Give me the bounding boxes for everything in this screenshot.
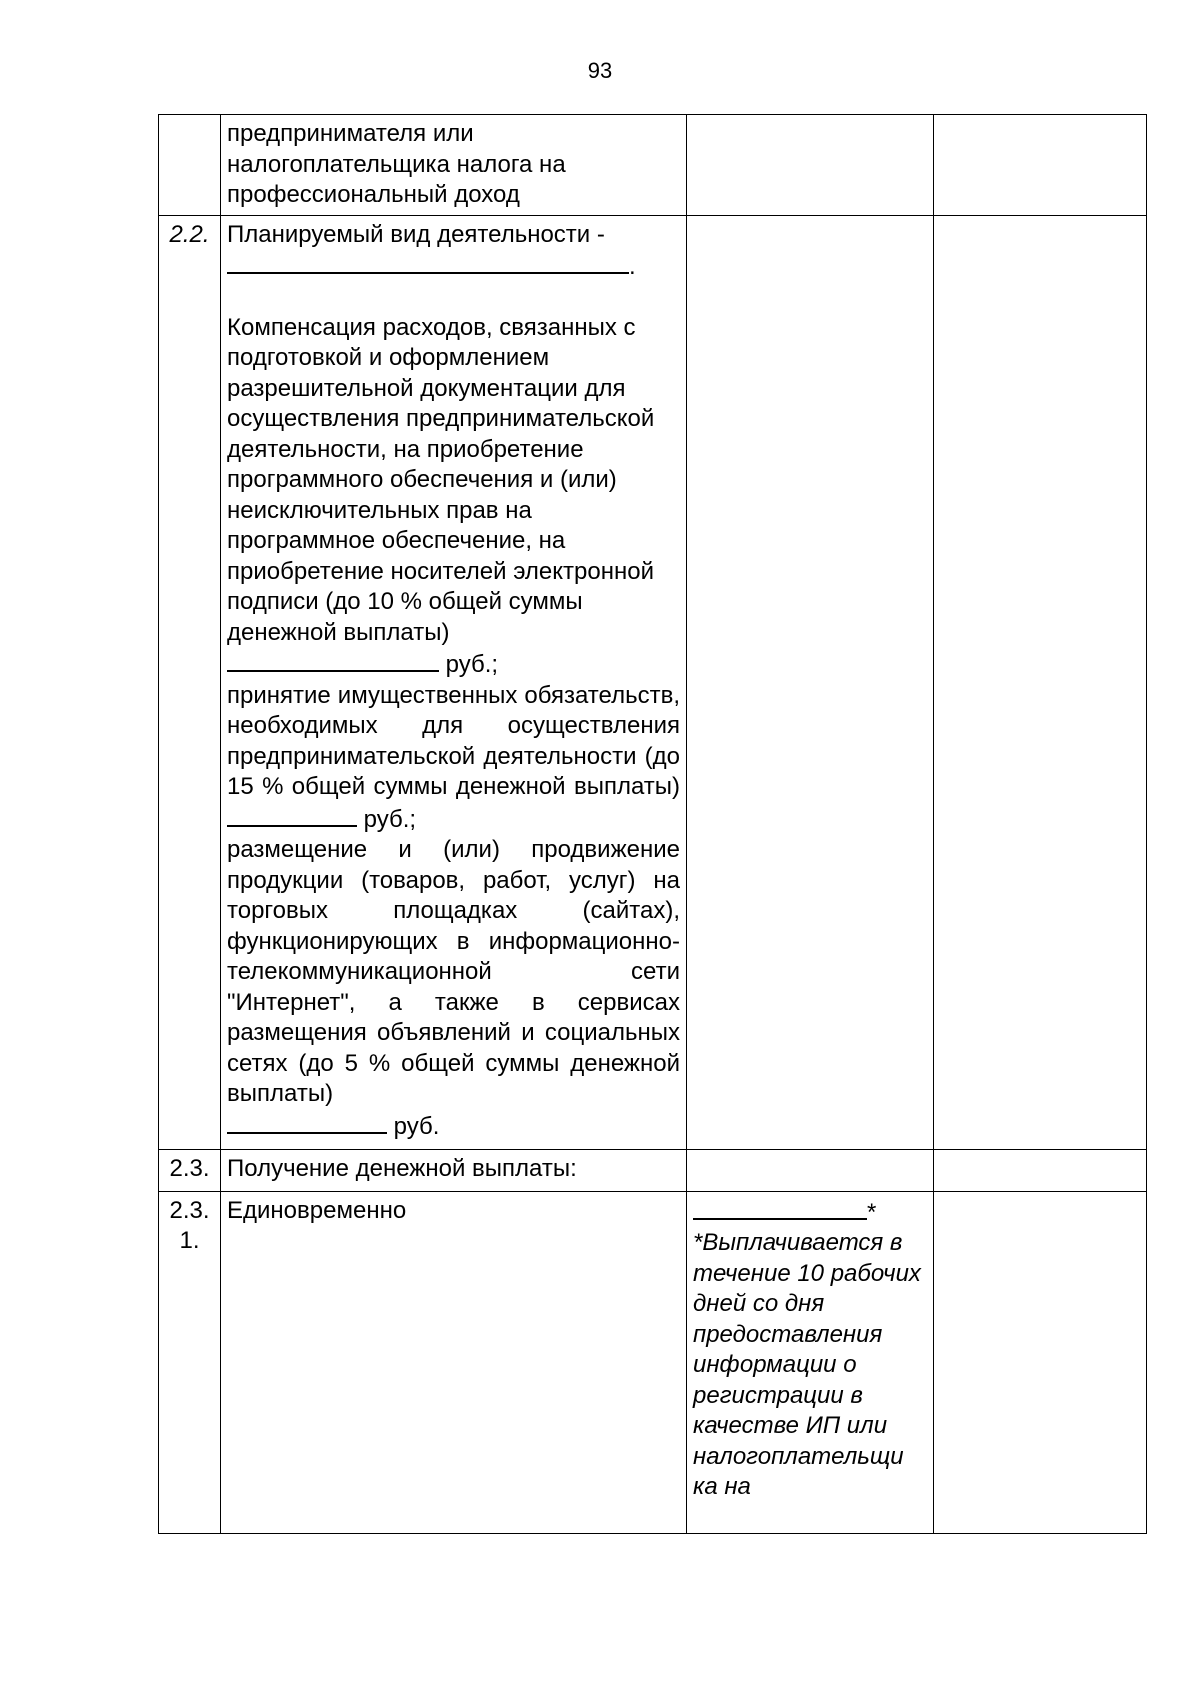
table-row <box>159 115 1147 216</box>
obligations-text <box>227 681 680 836</box>
fill-in-blank <box>227 250 629 274</box>
row-description-cell <box>221 215 687 1149</box>
fill-in-blank <box>693 1196 867 1220</box>
fill-in-blank <box>227 1110 387 1134</box>
compensation-unit: руб.; <box>445 651 499 678</box>
note-cell <box>934 115 1147 216</box>
asterisk: * <box>867 1198 877 1226</box>
promotion-text <box>227 835 680 1142</box>
table-row <box>159 1149 1147 1191</box>
row-description-cell: Единовременно <box>221 1191 687 1533</box>
note-cell <box>934 1149 1147 1191</box>
fill-in-blank <box>227 803 357 827</box>
row-description-cell <box>221 115 687 216</box>
form-table <box>158 114 1147 1534</box>
payment-note: *Выплачивается в течение 10 рабочих дней со дня предоставления информации о регистрации в качестве ИП или налогоплательщи ка на <box>693 1229 921 1500</box>
table-row <box>159 215 1147 1149</box>
value-cell <box>687 115 934 216</box>
payment-blank-line <box>693 1196 927 1229</box>
promotion-unit: руб. <box>393 1112 440 1140</box>
row-number-cell: 2.3. 1. <box>159 1191 221 1533</box>
row-number-cell: 2.2. <box>159 215 221 1149</box>
value-cell <box>687 1191 934 1533</box>
table-row <box>159 1191 1147 1533</box>
compensation-description: Компенсация расходов, связанных с подготовкой и оформлением разрешительной документации для осуществления предпринимательской деятельности, на приобретение программного обеспечения и (или) неисключительных прав на программное обеспечение, на приобретение носителей электронной подписи (до 10 % общей суммы денежной выплаты) <box>227 313 655 646</box>
continuation-text: предпринимателя или налогоплательщика налога на профессиональный доход <box>227 120 566 208</box>
compensation-text <box>227 313 680 681</box>
value-cell <box>687 215 934 1149</box>
obligations-description: принятие имущественных обязательств, необходимых для осуществления предпринимательской деятельности (до 15 % общей суммы денежной выплаты) <box>227 681 680 800</box>
fill-in-blank <box>227 648 439 672</box>
promotion-description: размещение и (или) продвижение продукции (товаров, работ, услуг) на торговых площадках (сайтах), функционирующих в информационно-телекоммуникационной сети "Интернет", а также в сервисах размещения объявлений и социальных сетях (до 5 % общей суммы денежной выплаты) <box>227 836 680 1107</box>
row-number-cell: 2.3. <box>159 1149 221 1191</box>
value-cell <box>687 1149 934 1191</box>
row-description-cell: Получение денежной выплаты: <box>221 1149 687 1191</box>
note-cell <box>934 1191 1147 1533</box>
obligations-unit: руб.; <box>363 805 417 833</box>
page-number: 93 <box>587 58 613 83</box>
activity-blank-line <box>227 250 680 283</box>
activity-end: . <box>629 253 636 280</box>
activity-label: Планируемый вид деятельности - <box>227 220 605 248</box>
note-cell <box>934 215 1147 1149</box>
row-number-cell <box>159 115 221 216</box>
